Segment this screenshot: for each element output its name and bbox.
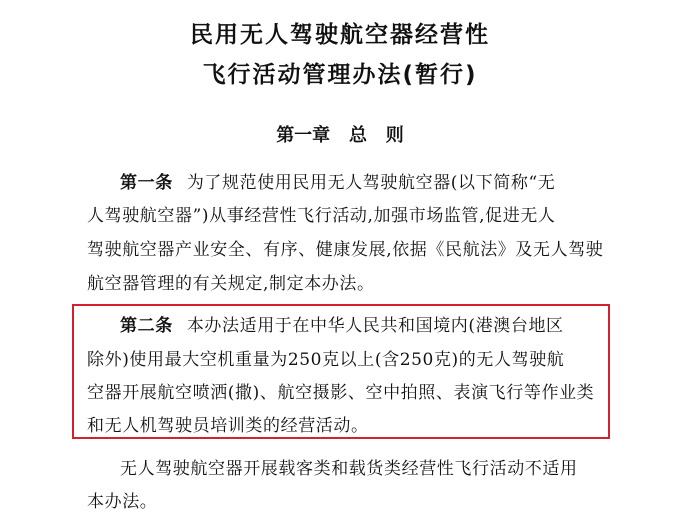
article-1-line-3: 驾驶航空器产业安全、有序、健康发展,依据《民航法》及无人驾驶 [87, 240, 604, 260]
article-2-text: 本办法适用于在中华人民共和国境内(港澳台地区 [186, 316, 564, 336]
article-1-text: 为了规范使用民用无人驾驶航空器(以下简称“无 [186, 173, 556, 193]
article-2-line-4: 和无人机驾驶员培训类的经营活动。 [87, 416, 369, 436]
article-1-label: 第一条 [120, 173, 173, 193]
paragraph-3-line-1: 无人驾驶航空器开展载客类和载货类经营性飞行活动不适用 [120, 459, 578, 479]
document-title-line-1: 民用无人驾驶航空器经营性 [190, 22, 490, 48]
document-title-line-2: 飞行活动管理办法(暂行) [202, 62, 478, 88]
article-2-line-3: 空器开展航空喷洒(撒)、航空摄影、空中拍照、表演飞行等作业类 [87, 383, 595, 403]
article-1-line-1 [120, 171, 555, 195]
chapter-heading: 第一章 总 则 [276, 125, 404, 146]
article-2-line-2: 除外)使用最大空机重量为250克以上(含250克)的无人驾驶航 [87, 350, 565, 370]
article-1-line-4: 航空器管理的有关规定,制定本办法。 [87, 274, 375, 294]
paragraph-3-line-2: 本办法。 [87, 492, 158, 512]
article-2-label: 第二条 [120, 316, 173, 336]
article-1-line-2: 人驾驶航空器”)从事经营性飞行活动,加强市场监管,促进无人 [87, 206, 556, 226]
article-2-line-1 [120, 314, 564, 338]
